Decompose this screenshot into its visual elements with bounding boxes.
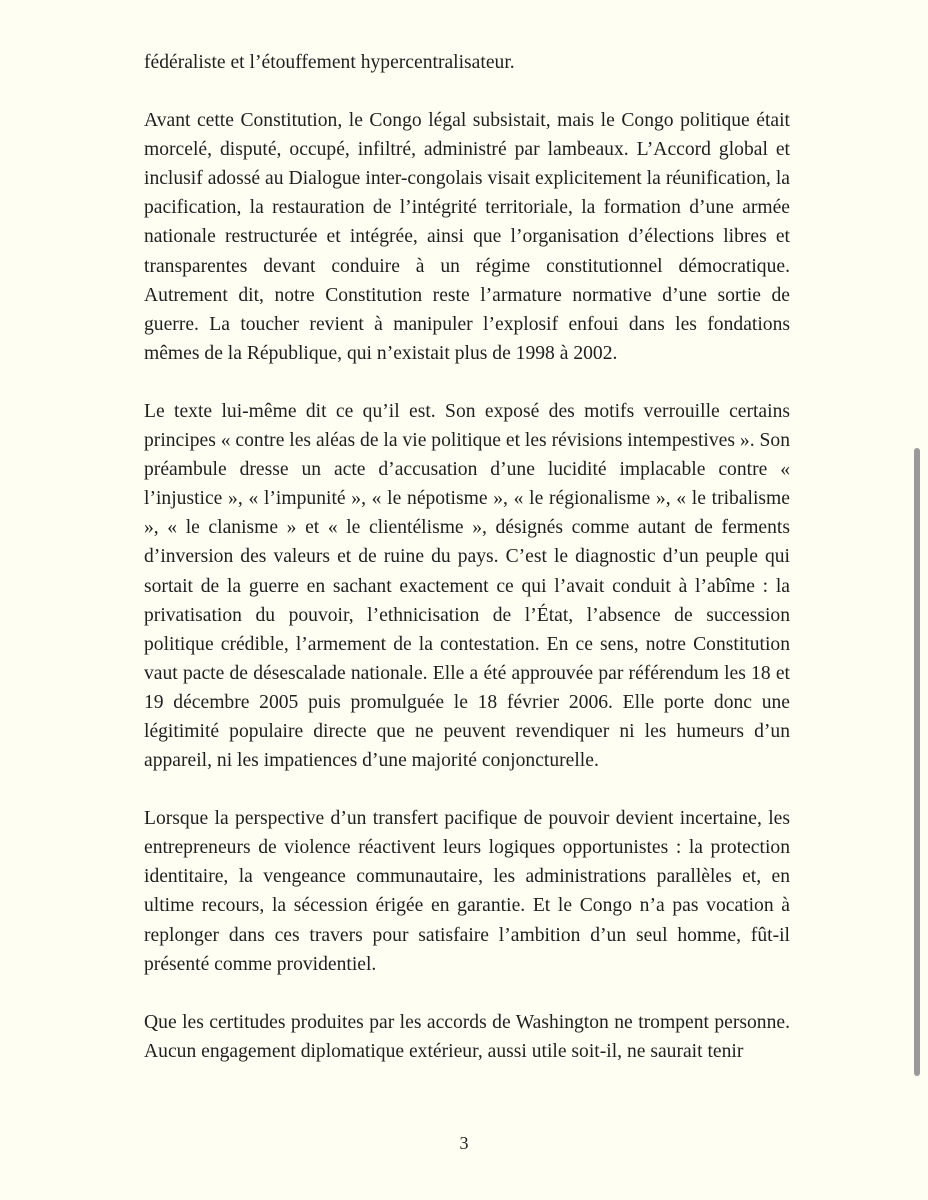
scrollbar-thumb[interactable] xyxy=(914,448,920,1076)
paragraph-constitution-context: Avant cette Constitution, le Congo légal subsistait, mais le Congo politique était morcelé, disputé, occupé, infiltré, administré par lambeaux. L’Accord global et inclusif adossé au Dialogue inter-congolais visait explicitement la réunification, la pacification, la restauration de l’intégrité territoriale, la formation d’une armée nationale restructurée et intégrée, ainsi que l’organisation d’élections libres et transparentes devant conduire à un régime constitutionnel démocratique. Autrement dit, notre Constitution reste l’armature normative d’une sortie de guerre. La toucher revient à manipuler l’explosif enfoui dans les fondations mêmes de la République, qui n’existait plus de 1998 à 2002. xyxy=(144,110,790,364)
document-body xyxy=(144,48,790,1095)
paragraph-peaceful-transfer: Lorsque la perspective d’un transfert pacifique de pouvoir devient incertaine, les entrepreneurs de violence réactivent leurs logiques opportunistes : la protection identitaire, la vengeance communautaire, les administrations parallèles et, en ultime recours, la sécession érigée en garantie. Et le Congo n’a pas vocation à replonger dans ces travers pour satisfaire l’ambition d’un seul homme, fût-il présenté comme providentiel. xyxy=(144,808,790,975)
paragraph-text-itself: Le texte lui-même dit ce qu’il est. Son exposé des motifs verrouille certains principes « contre les aléas de la vie politique et les révisions intempestives ». Son préambule dresse un acte d’accusation d’une lucidité implacable contre « l’injustice », « l’impunité », « le népotisme », « le régionalisme », « le tribalisme », « le clanisme » et « le clientélisme », désignés comme autant de ferments d’inversion des valeurs et de ruine du pays. C’est le diagnostic d’un peuple qui sortait de la guerre en sachant exactement ce qui l’avait conduit à l’abîme : la privatisation du pouvoir, l’ethnicisation de l’État, l’absence de succession politique crédible, l’armement de la contestation. En ce sens, notre Constitution vaut pacte de désescalade nationale. Elle a été approuvée par référendum les 18 et 19 décembre 2005 puis promulguée le 18 février 2006. Elle porte donc une légitimité populaire directe que ne peuvent revendiquer ni les humeurs d’un appareil, ni les impatiences d’une majorité conjoncturelle. xyxy=(144,400,790,772)
paragraph-washington-accords: Que les certitudes produites par les accords de Washington ne trompent personne. Aucun engagement diplomatique extérieur, aussi utile soit-il, ne saurait tenir xyxy=(144,1011,790,1062)
page-number: 3 xyxy=(459,1133,469,1153)
paragraph-continuation: fédéraliste et l’étouffement hypercentralisateur. xyxy=(144,52,515,73)
